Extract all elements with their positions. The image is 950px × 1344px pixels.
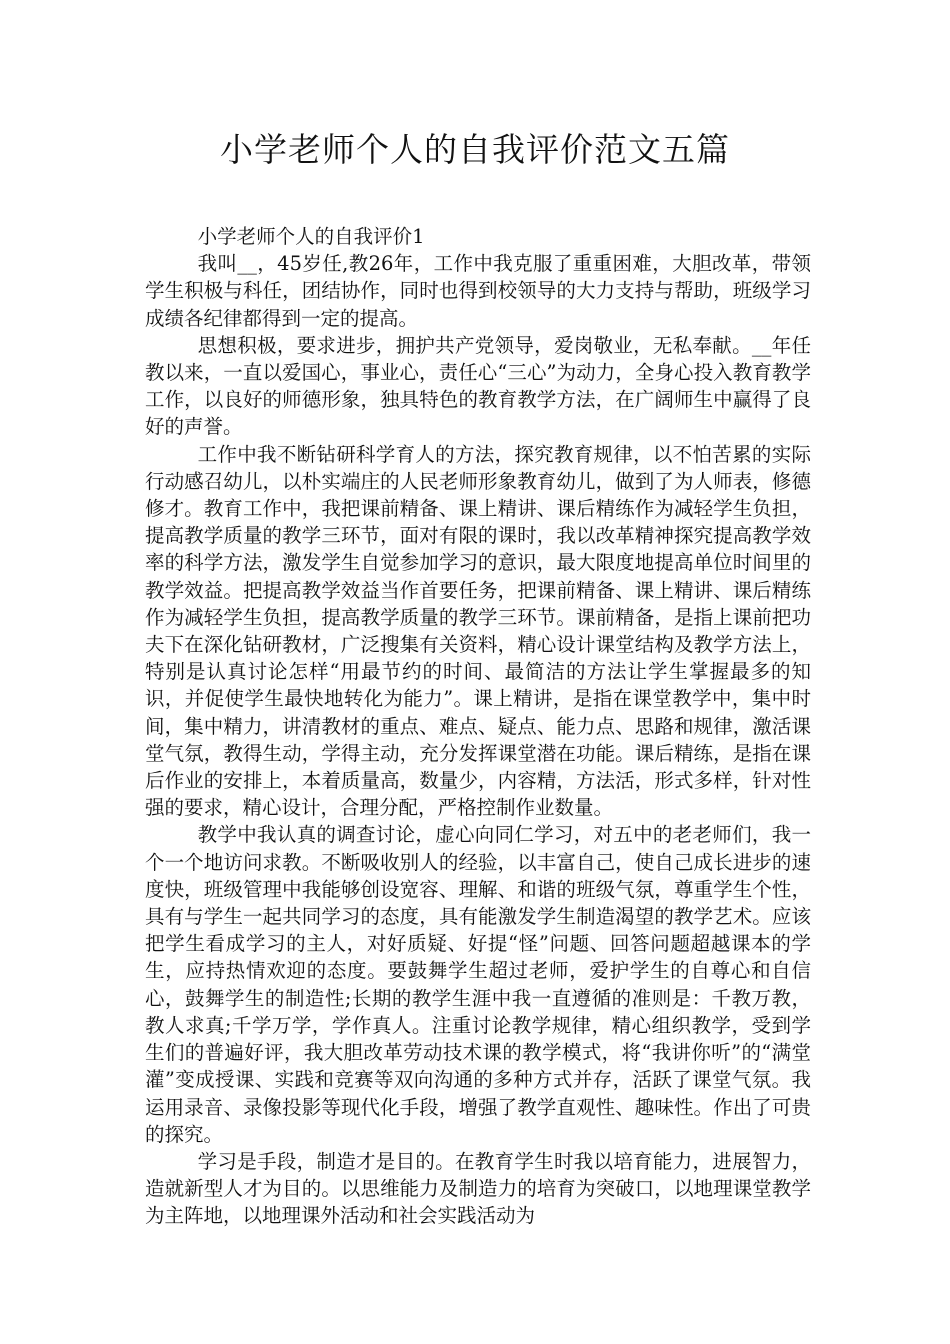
document-title: 小学老师个人的自我评价范文五篇: [220, 130, 730, 169]
paragraph: 学习是手段，制造才是目的。在教育学生时我以培育能力，进展智力，造就新型人才为目的。以思维能力及制造力的培育为突破口，以地理课堂教学为主阵地，以地理课外活动和社会实践活动为: [145, 1149, 811, 1228]
section-heading: 小学老师个人的自我评价1: [197, 225, 425, 248]
paragraph: 思想积极，要求进步，拥护共产党领导，爱岗敬业，无私奉献。__年任教以来，一直以爱国心，事业心，责任心“三心”为动力，全身心投入教育教学工作，以良好的师德形象，独具特色的教育教学方法，在广阔师生中赢得了良好的声誉。: [145, 333, 811, 439]
paragraph: 工作中我不断钻研科学育人的方法，探究教育规律，以不怕苦累的实际行动感召幼儿，以朴实端庄的人民老师形象教育幼儿，做到了为人师表，修德修才。教育工作中，我把课前精备、课上精讲、课后精练作为减轻学生负担，提高教学质量的教学三环节，面对有限的课时，我以改革精神探究提高教学效率的科学方法，激发学生自觉参加学习的意识，最大限度地提高单位时间里的教学效益。把提高教学效益当作首要任务，把课前精备、课上精讲、课后精练作为减轻学生负担，提高教学质量的教学三环节。课前精备，是指上课前把功夫下在深化钻研教材，广泛搜集有关资料，精心设计课堂结构及教学方法上，特别是认真讨论怎样“用最节约的时间、最简洁的方法让学生掌握最多的知识，并促使学生最快地转化为能力”。课上精讲，是指在课堂教学中，集中时间，集中精力，讲清教材的重点、难点、疑点、能力点、思路和规律，激活课堂气氛，教得生动，学得主动，充分发挥课堂潜在功能。课后精练，是指在课后作业的安排上，本着质量高，数量少，内容精，方法活，形式多样，针对性强的要求，精心设计，合理分配，严格控制作业数量。: [145, 442, 811, 820]
paragraph: 我叫__，45岁任,教26年，工作中我克服了重重困难，大胆改革，带领学生积极与科任，团结协作，同时也得到校领导的大力支持与帮助，班级学习成绩各纪律都得到一定的提高。: [145, 252, 811, 330]
paragraph: 教学中我认真的调查讨论，虚心向同仁学习，对五中的老老师们，我一个一个地访问求教。不断吸收别人的经验，以丰富自己，使自己成长进步的速度快，班级管理中我能够创设宽容、理解、和谐的班级气氛，尊重学生个性，具有与学生一起共同学习的态度，具有能激发学生制造渴望的教学艺术。应该把学生看成学习的主人，对好质疑、好提“怪”问题、回答问题超越课本的学生，应持热情欢迎的态度。要鼓舞学生超过老师，爱护学生的自尊心和自信心，鼓舞学生的制造性;长期的教学生涯中我一直遵循的准则是：千教万教，教人求真;千学万学，学作真人。注重讨论教学规律，精心组织教学，受到学生们的普遍好评，我大胆改革劳动技术课的教学模式，将“我讲你听”的“满堂灌”变成授课、实践和竞赛等双向沟通的多种方式并存，活跃了课堂气氛。我运用录音、录像投影等现代化手段，增强了教学直观性、趣味性。作出了可贵的探究。: [145, 823, 811, 1146]
document-body: [145, 223, 811, 1230]
